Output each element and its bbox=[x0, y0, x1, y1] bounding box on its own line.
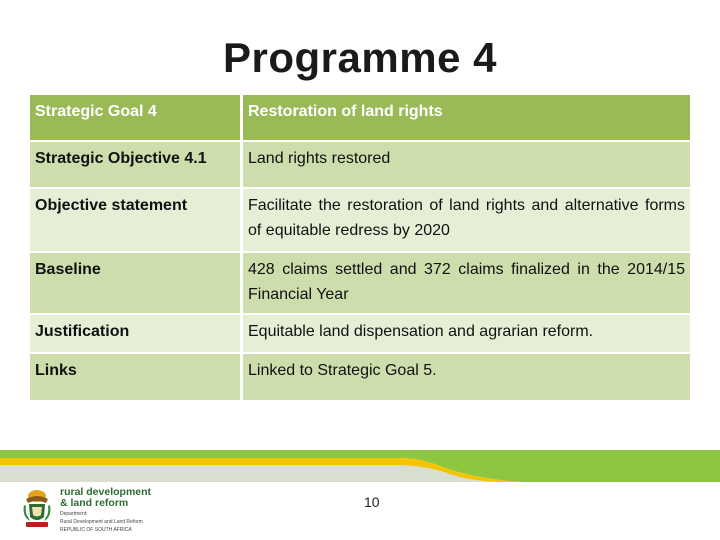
row-value: Linked to Strategic Goal 5. bbox=[243, 354, 690, 402]
row-value: Facilitate the restoration of land rights and alternative forms of equitable redress by 2020 bbox=[243, 189, 690, 253]
logo-line-2: & land reform bbox=[60, 497, 129, 509]
logo-text bbox=[60, 487, 170, 533]
row-value: Land rights restored bbox=[243, 142, 690, 189]
row-value: Restoration of land rights bbox=[243, 95, 690, 142]
slide-title: Programme 4 bbox=[223, 34, 497, 81]
row-label: Objective statement bbox=[30, 189, 243, 253]
table-row bbox=[30, 315, 690, 354]
row-label: Links bbox=[30, 354, 243, 402]
logo-sub-1: Department: bbox=[60, 511, 88, 517]
row-label: Strategic Objective 4.1 bbox=[30, 142, 243, 189]
table-row bbox=[30, 142, 690, 189]
logo-line-1: rural development bbox=[60, 486, 152, 498]
table-row bbox=[30, 189, 690, 253]
table-row bbox=[30, 354, 690, 402]
table-row bbox=[30, 95, 690, 142]
footer-swoosh-band bbox=[0, 448, 720, 484]
logo-sub-2: Rural Development and Land Reform bbox=[60, 519, 143, 525]
logo-sub-3: REPUBLIC OF SOUTH AFRICA bbox=[60, 527, 132, 533]
row-value: Equitable land dispensation and agrarian reform. bbox=[243, 315, 690, 354]
programme-table bbox=[30, 95, 690, 402]
row-label: Baseline bbox=[30, 253, 243, 315]
table-row bbox=[30, 253, 690, 315]
coat-of-arms-icon bbox=[20, 487, 54, 531]
department-logo bbox=[20, 487, 160, 533]
row-label: Strategic Goal 4 bbox=[30, 95, 243, 142]
row-label: Justification bbox=[30, 315, 243, 354]
page-number: 10 bbox=[364, 494, 380, 510]
row-value: 428 claims settled and 372 claims finalized in the 2014/15 Financial Year bbox=[243, 253, 690, 315]
